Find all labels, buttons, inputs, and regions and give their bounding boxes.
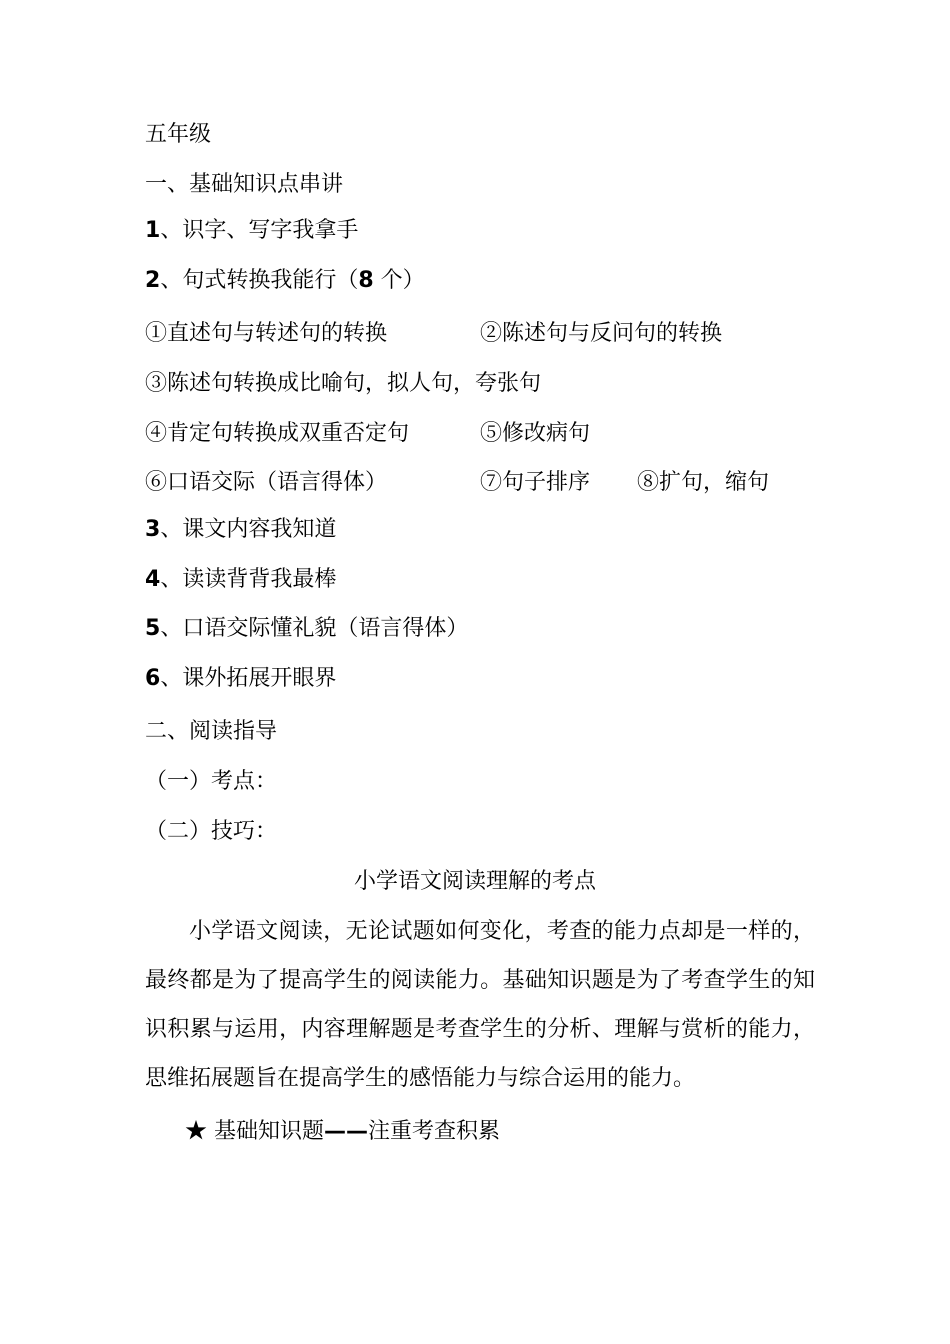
item-number: 1 [145,218,161,243]
sentence-type: ⑥口语交际（语言得体） [145,470,388,495]
sentence-type: ⑤修改病句 [480,421,591,446]
star-label: 基础知识题 [214,1119,325,1144]
section2-sub2: （二）技巧： [145,819,278,844]
section1-heading: 一、基础知识点串讲 [145,172,344,197]
item-text-after: 个） [373,268,425,293]
sentence-type: ②陈述句与反问句的转换 [480,321,723,346]
star-dash: —— [324,1119,369,1144]
item-2 [145,266,425,296]
sentence-type-row-4 [145,468,387,498]
item-number: 3 [145,517,161,542]
item-text: 、读读背背我最棒 [160,567,337,592]
item-6 [145,664,336,694]
star-icon: ★ [185,1119,208,1144]
item-1 [145,216,358,246]
sentence-type-row-4c [637,468,769,498]
sentence-type-row-1b [480,319,722,349]
sentence-type-row-4b [480,468,590,498]
sentence-type: ④肯定句转换成双重否定句 [145,421,410,446]
item-3 [145,515,336,545]
article-paragraph: 小学语文阅读，无论试题如何变化，考查的能力点却是一样的，最终都是为了提高学生的阅读能力。基础知识题是为了考查学生的知识积累与运用，内容理解题是考查学生的分析、理解与赏析的能力，思维拓展题旨在提高学生的感悟能力与综合运用的能力。 [145,919,815,1091]
sentence-type-row-3 [145,419,409,449]
item-number: 4 [145,567,161,592]
section2-sub1: （一）考点： [145,769,278,794]
section2-heading: 二、阅读指导 [145,719,278,744]
sentence-type: ⑧扩句，缩句 [637,470,770,495]
item-text: 、课文内容我知道 [160,517,337,542]
item-number: 2 [145,268,161,293]
item-count: 8 [358,268,374,293]
grade-label: 五年级 [145,122,212,147]
item-text: 、句式转换我能行（ [160,268,359,293]
item-number: 5 [145,616,161,641]
star-suffix: 注重考查积累 [368,1119,501,1144]
sentence-type: ③陈述句转换成比喻句，拟人句，夸张句 [145,371,542,396]
sentence-type: ①直述句与转述句的转换 [145,321,388,346]
sentence-type: ⑦句子排序 [480,470,591,495]
article-title: 小学语文阅读理解的考点 [353,869,596,894]
star-heading [185,1117,500,1147]
item-5 [145,614,468,644]
sentence-type-row-2 [145,369,541,399]
item-4 [145,565,336,595]
item-number: 6 [145,666,161,691]
item-text: 、口语交际懂礼貌（语言得体） [160,616,469,641]
sentence-type-row-1 [145,319,387,349]
item-text: 、课外拓展开眼界 [160,666,337,691]
item-text: 、识字、写字我拿手 [160,218,359,243]
sentence-type-row-3b [480,419,590,449]
